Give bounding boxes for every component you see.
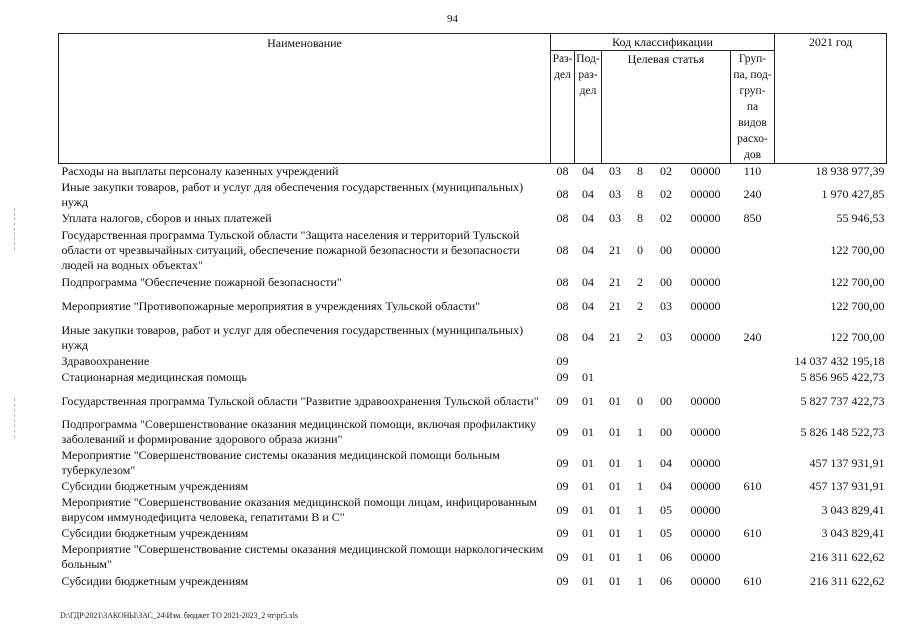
- header-target-article: Целевая статья: [602, 51, 731, 164]
- row-target-3-code: 06: [660, 549, 672, 564]
- row-target-4-code: 00000: [690, 455, 721, 470]
- row-target-2-code: 8: [637, 210, 643, 225]
- row-podr-code: 01: [582, 455, 594, 470]
- table-header: [59, 34, 887, 164]
- row-target-1-code: 01: [609, 526, 621, 540]
- row-amount: 5 856 965 422,73: [800, 370, 885, 384]
- row-amount: 457 137 931,91: [809, 455, 885, 470]
- row-group-code: 850: [743, 210, 762, 225]
- row-group-code: [731, 354, 775, 370]
- row-target-4-code: 00000: [690, 526, 721, 540]
- row-target-3-code: 00: [660, 274, 672, 289]
- header-razdel: Раз- дел: [551, 51, 575, 164]
- row-podr-code: 01: [582, 574, 594, 588]
- row-name: Подпрограмма "Совершенствование оказания медицинской помощи, включая профилактику заболеваний и формирование здорового образа жизни": [61, 417, 537, 446]
- row-name: Субсидии бюджетным учреждениям: [61, 479, 249, 493]
- row-target-4-code: [681, 370, 731, 386]
- row-razd-code: 08: [556, 242, 569, 257]
- row-target-3-code: 00: [660, 424, 672, 439]
- row-podr-code: 01: [582, 424, 594, 439]
- row-name: Уплата налогов, сборов и иных платежей: [61, 210, 272, 225]
- row-group-code: [731, 370, 775, 386]
- row-razd-code: 08: [556, 187, 569, 201]
- row-name: Иные закупки товаров, работ и услуг для обеспечения государственных (муниципальных) нужд: [61, 179, 524, 209]
- row-podr-code: 04: [582, 330, 594, 344]
- row-target-3-code: [652, 370, 681, 386]
- row-target-4-code: 00000: [690, 330, 721, 344]
- row-name: Субсидии бюджетным учреждениям: [61, 526, 249, 540]
- row-target-2-code: 2: [637, 298, 643, 313]
- row-target-3-code: 05: [660, 526, 672, 540]
- row-podr-code: 01: [582, 502, 594, 517]
- row-target-2-code: [629, 354, 652, 370]
- row-target-1-code: 21: [609, 298, 621, 313]
- row-target-3-code: 02: [660, 164, 672, 179]
- header-year: 2021 год: [775, 34, 887, 164]
- table-row: [59, 542, 887, 573]
- row-razd-code: 08: [556, 164, 569, 179]
- row-group-code: [731, 227, 775, 274]
- row-group-code: [731, 417, 775, 448]
- row-name: Субсидии бюджетным учреждениям: [61, 574, 249, 588]
- row-group-code: 110: [743, 164, 762, 179]
- row-razd-code: 08: [556, 210, 569, 225]
- row-name: Мероприятие "Совершенствование системы оказания медицинской помощи наркологическим больным": [61, 542, 544, 571]
- page-number: 94: [447, 13, 458, 25]
- row-razd-code: 09: [556, 574, 569, 588]
- file-path-footer: D:\ГДР\2021\ЗАКОНЫ\ЗАС_24\Изм. бюджет ТО 2021-2023_2 чт\pr5.xls: [60, 611, 298, 620]
- row-amount: 18 938 977,39: [815, 164, 885, 179]
- row-group-code: [731, 386, 775, 417]
- row-amount: 122 700,00: [830, 242, 885, 257]
- row-group-code: 610: [743, 526, 762, 540]
- row-group-code: [731, 291, 775, 322]
- row-podr-code: 04: [582, 274, 594, 289]
- row-target-1-code: 01: [609, 549, 621, 564]
- row-target-3-code: 03: [660, 330, 672, 344]
- row-target-3-code: 06: [660, 574, 672, 588]
- row-target-3-code: 05: [660, 502, 672, 517]
- row-podr-code: [575, 354, 602, 370]
- table-row: [59, 354, 887, 370]
- row-target-4-code: 00000: [690, 502, 721, 517]
- row-target-2-code: 1: [637, 455, 643, 470]
- row-amount: 122 700,00: [830, 330, 885, 344]
- row-target-1-code: [602, 354, 629, 370]
- row-target-3-code: 04: [660, 455, 672, 470]
- row-group-code: [731, 495, 775, 526]
- row-target-4-code: 00000: [690, 574, 721, 588]
- row-amount: 122 700,00: [830, 298, 885, 313]
- row-razd-code: 09: [556, 455, 569, 470]
- row-target-4-code: 00000: [690, 549, 721, 564]
- row-target-2-code: 8: [637, 187, 643, 201]
- row-target-3-code: 03: [660, 298, 672, 313]
- table-row: [59, 495, 887, 526]
- row-razd-code: 09: [556, 479, 569, 493]
- row-name: Мероприятие "Совершенствование системы оказания медицинской помощи больным туберкулезом": [61, 448, 500, 477]
- row-group-code: 610: [743, 479, 762, 493]
- row-podr-code: 01: [582, 549, 594, 564]
- row-target-3-code: [652, 354, 681, 370]
- row-target-1-code: 21: [609, 330, 621, 344]
- row-name: Мероприятие "Противопожарные мероприятия в учреждениях Тульской области": [61, 298, 481, 313]
- row-target-2-code: 1: [637, 424, 643, 439]
- row-amount: 55 946,53: [836, 210, 885, 225]
- row-target-1-code: 01: [609, 393, 621, 408]
- table-row: [59, 274, 887, 291]
- header-podrazdel: Под- раз- дел: [575, 51, 602, 164]
- row-razd-code: 09: [556, 354, 569, 368]
- row-amount: 216 311 622,62: [809, 549, 885, 564]
- row-razd-code: 09: [556, 424, 569, 439]
- row-name: Расходы на выплаты персоналу казенных учреждений: [61, 164, 339, 179]
- row-target-2-code: 1: [637, 526, 643, 540]
- table-row: [59, 448, 887, 479]
- row-podr-code: 04: [582, 210, 594, 225]
- row-target-4-code: 00000: [690, 274, 721, 289]
- row-amount: 122 700,00: [830, 274, 885, 289]
- margin-fold-mark: [14, 208, 16, 250]
- table-row: [59, 386, 887, 417]
- table-row: [59, 180, 887, 210]
- row-target-2-code: [629, 370, 652, 386]
- row-amount: 216 311 622,62: [809, 574, 885, 588]
- row-target-1-code: 01: [609, 479, 621, 493]
- row-target-2-code: 2: [637, 274, 643, 289]
- row-target-1-code: 01: [609, 574, 621, 588]
- row-target-1-code: 03: [609, 210, 621, 225]
- row-target-2-code: 0: [637, 393, 643, 408]
- row-name: Стационарная медицинская помощь: [61, 370, 247, 384]
- row-target-2-code: 1: [637, 574, 643, 588]
- row-podr-code: 04: [582, 298, 594, 313]
- row-podr-code: 04: [582, 164, 594, 179]
- row-razd-code: 08: [556, 330, 569, 344]
- table-row: [59, 210, 887, 227]
- table-row: [59, 479, 887, 495]
- table-row: [59, 370, 887, 386]
- row-target-1-code: 21: [609, 274, 621, 289]
- row-group-code: 610: [743, 574, 762, 588]
- row-group-code: [731, 274, 775, 291]
- table-row: [59, 526, 887, 542]
- row-target-2-code: 2: [637, 330, 643, 344]
- header-classification: Код классификации: [551, 34, 775, 51]
- row-name: Здравоохранение: [61, 354, 150, 368]
- table-row: [59, 573, 887, 591]
- row-podr-code: 01: [582, 370, 594, 384]
- header-group: Груп- па, под- груп- па видов расхо- дов: [731, 51, 775, 164]
- row-target-4-code: 00000: [690, 424, 721, 439]
- row-target-2-code: 1: [637, 502, 643, 517]
- row-group-code: [731, 448, 775, 479]
- row-name: Иные закупки товаров, работ и услуг для обеспечения государственных (муниципальных) нужд: [61, 322, 524, 352]
- row-target-1-code: 21: [609, 242, 621, 257]
- row-name: Государственная программа Тульской области "Защита населения и территорий Тульской области от чрезвычайных ситуаций, обеспечение пожарной безопасности и безопасности людей на водных объектах": [61, 227, 520, 272]
- row-target-4-code: [681, 354, 731, 370]
- row-group-code: [731, 542, 775, 573]
- row-target-2-code: 8: [637, 164, 643, 179]
- row-amount: 457 137 931,91: [809, 479, 885, 493]
- row-target-1-code: 01: [609, 455, 621, 470]
- row-razd-code: 09: [556, 370, 569, 384]
- row-podr-code: 04: [582, 187, 594, 201]
- table-body: [59, 164, 887, 591]
- row-target-3-code: 00: [660, 393, 672, 408]
- row-podr-code: 01: [582, 393, 594, 408]
- row-target-1-code: 01: [609, 502, 621, 517]
- row-group-code: 240: [743, 330, 762, 344]
- row-razd-code: 09: [556, 526, 569, 540]
- row-target-2-code: 1: [637, 479, 643, 493]
- row-podr-code: 01: [582, 479, 594, 493]
- row-target-4-code: 00000: [690, 187, 721, 201]
- row-group-code: 240: [743, 187, 762, 201]
- row-target-4-code: 00000: [690, 393, 721, 408]
- row-target-2-code: 1: [637, 549, 643, 564]
- row-razd-code: 09: [556, 549, 569, 564]
- row-target-3-code: 02: [660, 210, 672, 225]
- row-target-1-code: 03: [609, 164, 621, 179]
- table-row: [59, 164, 887, 180]
- row-amount: 1 970 427,85: [821, 187, 885, 201]
- row-target-4-code: 00000: [690, 298, 721, 313]
- row-target-1-code: [602, 370, 629, 386]
- row-target-1-code: 01: [609, 424, 621, 439]
- table-row: [59, 227, 887, 274]
- row-razd-code: 09: [556, 393, 569, 408]
- row-amount: 5 826 148 522,73: [800, 424, 885, 439]
- margin-fold-mark: [14, 398, 16, 438]
- row-target-4-code: 00000: [690, 479, 721, 493]
- header-name: Наименование: [59, 34, 551, 164]
- row-podr-code: 04: [582, 242, 594, 257]
- row-target-3-code: 04: [660, 479, 672, 493]
- row-name: Государственная программа Тульской области "Развитие здравоохранения Тульской области": [61, 393, 539, 408]
- table-row: [59, 417, 887, 448]
- row-razd-code: 09: [556, 502, 569, 517]
- table-row: [59, 291, 887, 322]
- row-target-4-code: 00000: [690, 210, 721, 225]
- row-name: Подпрограмма "Обеспечение пожарной безопасности": [61, 274, 342, 289]
- row-target-3-code: 02: [660, 187, 672, 201]
- row-target-1-code: 03: [609, 187, 621, 201]
- row-amount: 5 827 737 422,73: [800, 393, 885, 408]
- row-amount: 3 043 829,41: [821, 502, 885, 517]
- row-amount: 3 043 829,41: [821, 526, 885, 540]
- row-target-4-code: 00000: [690, 164, 721, 179]
- row-target-4-code: 00000: [690, 242, 721, 257]
- row-amount: 14 037 432 195,18: [794, 354, 885, 368]
- row-razd-code: 08: [556, 274, 569, 289]
- row-name: Мероприятие "Совершенствование оказания медицинской помощи лицам, инфицированным вирусом иммунодефицита человека, гепатитами В и С": [61, 495, 538, 524]
- row-podr-code: 01: [582, 526, 594, 540]
- row-target-3-code: 00: [660, 242, 672, 257]
- table-row: [59, 322, 887, 354]
- budget-table: [58, 33, 887, 591]
- row-razd-code: 08: [556, 298, 569, 313]
- row-target-2-code: 0: [637, 242, 643, 257]
